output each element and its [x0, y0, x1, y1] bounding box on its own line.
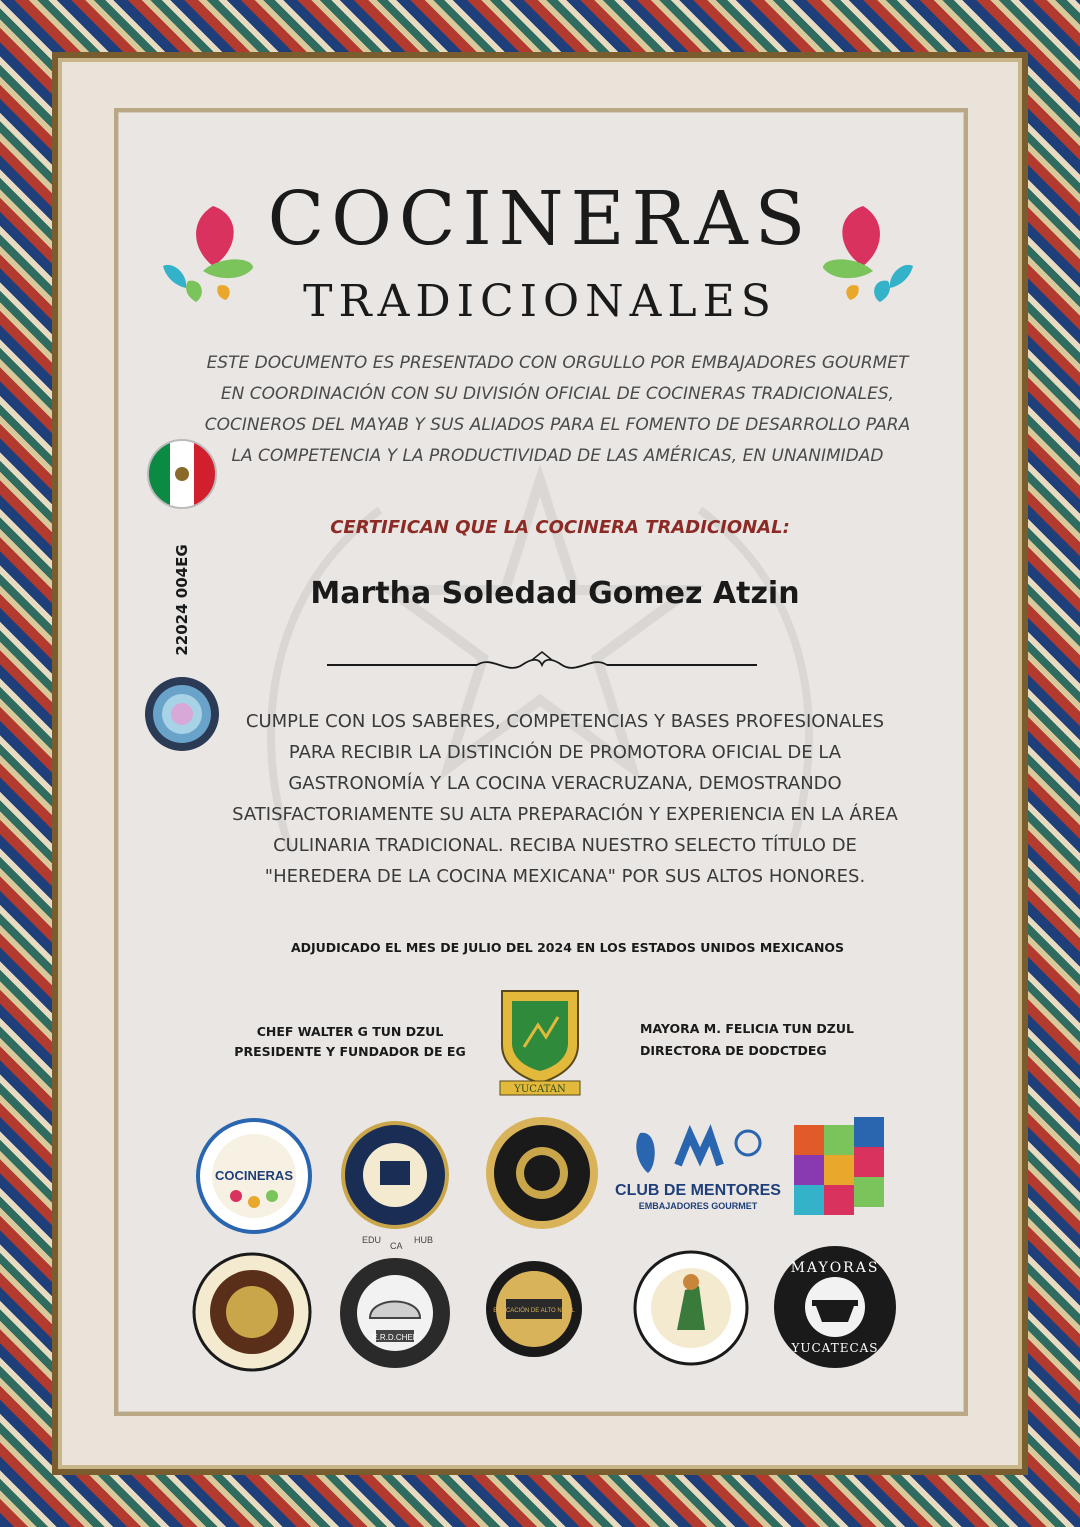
svg-text:HUB: HUB [414, 1235, 434, 1245]
cocineros-del-mayab-logo-icon [633, 1250, 749, 1366]
signatory-right [640, 1018, 900, 1062]
certify-line: CERTIFICAN QUE LA COCINERA TRADICIONAL: [330, 517, 790, 538]
recipient-name: Martha Soledad Gomez Atzin [310, 576, 800, 611]
svg-text:E.R.D.CHEF: E.R.D.CHEF [372, 1333, 418, 1342]
gurmet-academy-logo-icon [338, 1256, 452, 1370]
signatory-left-role: PRESIDENTE Y FUNDADOR DE EG [234, 1044, 466, 1059]
signatory-left-name: CHEF WALTER G TUN DZUL [256, 1024, 444, 1039]
signatory-left [220, 1022, 480, 1062]
oficial-cocineros-tradicionales-logo-icon [192, 1252, 312, 1372]
hologram-seal-icon [143, 675, 221, 753]
svg-text:MAYORAS: MAYORAS [790, 1260, 880, 1276]
title-line1: COCINERAS [267, 176, 813, 262]
svg-text:EDU: EDU [362, 1235, 382, 1245]
ornamental-divider-icon [327, 650, 757, 680]
svg-text:EMBAJADORES GOURMET: EMBAJADORES GOURMET [638, 1201, 758, 1211]
mexico-flag-icon [146, 438, 218, 510]
yucatan-shield-icon [494, 985, 586, 1097]
puzzle-inclusion-logo-icon [794, 1117, 894, 1217]
svg-text:CLUB DE MENTORES: CLUB DE MENTORES [615, 1182, 781, 1199]
educacion-alto-nivel-logo-icon [484, 1259, 584, 1359]
serial-number: 22024 004EG [173, 544, 191, 656]
intro-text: ESTE DOCUMENTO ES PRESENTADO CON ORGULLO POR EMBAJADORES GOURMET EN COORDINACIÓN CON SU DIVISIÓN OFICIAL DE COCINERAS TRADICIONALES, COCINEROS DEL MAYAB Y SUS ALIADOS PARA EL FOMENTO DE DESARROLLO PARA LA COMPETENCIA Y LA PRODUCTIVIDAD DE LAS AMÉRICAS, EN UNANIMIDAD [204, 353, 911, 466]
signatory-right-role: DIRECTORA DE DODCTDEG [640, 1043, 827, 1058]
svg-text:YUCATECAS: YUCATECAS [791, 1341, 879, 1355]
body-text: CUMPLE CON LOS SABERES, COMPETENCIAS Y BASES PROFESIONALES PARA RECIBIR LA DISTINCIÓN DE PROMOTORA OFICIAL DE LA GASTRONOMÍA Y LA COCINA VERACRUZANA, DEMOSTRANDO SATISFACTORIAMENTE SU ALTA PREPARACIÓN Y EXPERIENCIA EN LA ÁREA CULINARIA TRADICIONAL. RECIBA NUESTRO SELECTO TÍTULO DE "HEREDERA DE LA COCINA MEXICANA" POR SUS ALTOS HONORES. [232, 711, 898, 887]
mayoras-yucatecas-logo-icon [772, 1244, 898, 1370]
educa-hub-logo-icon [340, 1115, 450, 1255]
svg-text:CA: CA [390, 1241, 403, 1251]
comunidad-gastronomica-logo-icon [484, 1115, 600, 1231]
adjudication-line: ADJUDICADO EL MES DE JULIO DEL 2024 EN LOS ESTADOS UNIDOS MEXICANOS [290, 940, 845, 955]
seal-label: YUCATAN [514, 1084, 566, 1095]
club-de-mentores-logo-icon [615, 1125, 781, 1215]
svg-text:EDUCACIÓN DE ALTO NIVEL: EDUCACIÓN DE ALTO NIVEL [493, 1308, 575, 1314]
cocineras-tradicionales-logo-icon [196, 1118, 312, 1234]
title-line2: TRADICIONALES [303, 276, 777, 327]
svg-text:COCINERAS: COCINERAS [214, 1168, 294, 1183]
signatory-right-name: MAYORA M. FELICIA TUN DZUL [640, 1021, 854, 1036]
